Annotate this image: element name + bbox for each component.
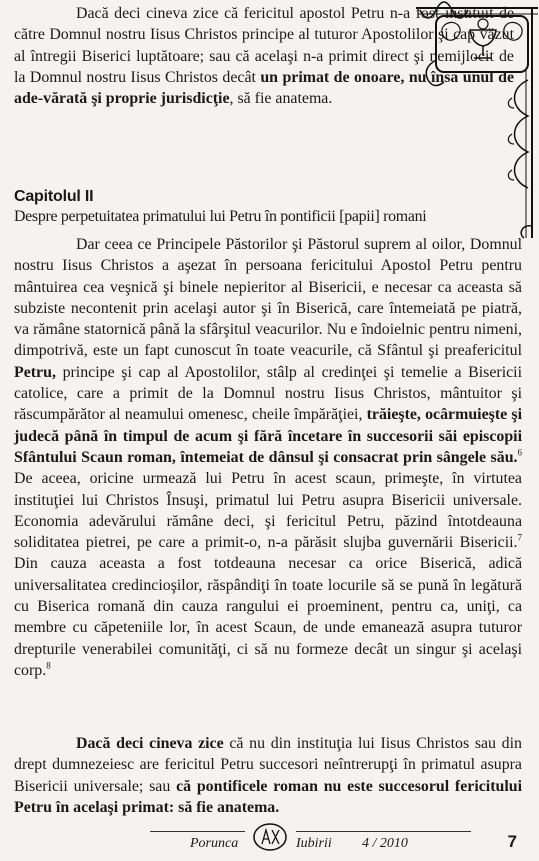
intro-paragraph: [14, 3, 514, 109]
page-number: 7: [507, 832, 517, 851]
intro-bold: un primat de onoare, nu însă unul de ade-vărată şi proprie jurisdicţie: [14, 68, 514, 108]
footnote-ref-7: 7: [517, 532, 522, 543]
footer-emblem-icon: [252, 822, 288, 852]
closing-bold-1: Dacă deci cineva zice: [76, 735, 224, 752]
footer-magazine-right: Iubirii: [296, 836, 332, 851]
intro-tail: , să fie anatema.: [229, 90, 333, 108]
intro-lead: Dacă deci cineva zice că fericitul apostol Petru n-a fost instituit de către Domnul nostru Iisus Christos principe al tuturor Apostolilor şi cap văzut al întregii Biserici luptătoare; sau că acelaşi n-a primit direct şi nemijlocit de la Domnul nostru Iisus Christos decât: [14, 5, 514, 86]
closing-text: că nu din instituţia lui Iisus Christos sau din drept dumnezeiesc are fericitul Petru succesori neîntrerupţi în primatul asupra Bisericii universale; sau: [14, 735, 522, 795]
chapter-title: Capitolul II: [14, 188, 94, 205]
footer-rule-left: [150, 831, 245, 832]
footer-rule-right: [296, 831, 471, 832]
footer-issue: 4 / 2010: [362, 836, 408, 851]
body-paragraph: [14, 234, 522, 681]
chapter-subtitle: Despre perpetuitatea primatului lui Petru în pontificii [papii] romani: [14, 208, 427, 225]
footer-magazine-left: Porunca: [190, 836, 239, 851]
closing-paragraph: [14, 733, 522, 818]
body-bold: trăieşte, ocârmuieşte şi judecă până în timpul de acum şi fără încetare în succesorii săi episcopii Sfântului Scaun roman, întemeiat de dânsul şi consacrat prin sângele său.: [14, 406, 522, 466]
body-part-a: Dar ceea ce Principele Păstorilor şi Păstorul suprem al oilor, Domnul nostru Iisus Christos a aşezat în persoana fericitului Apostol Petru pentru mântuirea cea veşnică şi binele nepieritor al Bisericii, e necesar ca aceasta să subziste necontenit prin acelaşi autor şi în Biserică, care întemeiată pe piatră, va rămâne statornică până la sfârşitul veacurilor. Nu e îndoielnic pentru nimeni, dimpotrivă, este un fapt cunoscut în toate veacurile, că Sfântul şi preafericitul: [14, 236, 522, 360]
body-part-c: De aceea, oricine urmează lui Petru în acest scaun, primeşte, în virtutea instituţiei lui Christos Însuşi, primatul lui Petru asupra Bisericii universale. Economia adevărului rămâne deci, şi fericitul Petru, păzind întotdeauna soliditatea pietrei, pe care a primit-o, n-a părăsit slujba guvernării Bisericii.: [14, 470, 522, 552]
footnote-ref-6: 6: [517, 447, 522, 458]
body-part-d: Din cauza aceasta a fost totdeauna necesar ca orice Biserică, adică universalitatea credincioşilor, răspândiţi în toate locurile să se pună în legătură cu Biserica romană din cauza rangului ei proeminent, pentru ca, uniţi, ca membre cu căpeteniile lor, în acest Scaun, de unde emanează asupra tuturor drepturile venerabilei comunităţi, ci să nu formeze decât un singur şi acelaşi corp.: [14, 555, 522, 679]
body-part-b: principe şi cap al Apostolilor, stâlp al credinţei şi temelie a Bisericii catolice, care a primit de la Domnul nostru Iisus Christos, mântuitor şi răscumpărător al neamului omenesc, cheile împărăţiei,: [14, 363, 522, 424]
closing-bold-2: că pontificele roman nu este succesorul fericitului Petru în acelaşi primat: să fie anatema.: [14, 777, 522, 816]
footnote-ref-8: 8: [46, 660, 51, 671]
body-petru: Petru,: [14, 363, 56, 381]
